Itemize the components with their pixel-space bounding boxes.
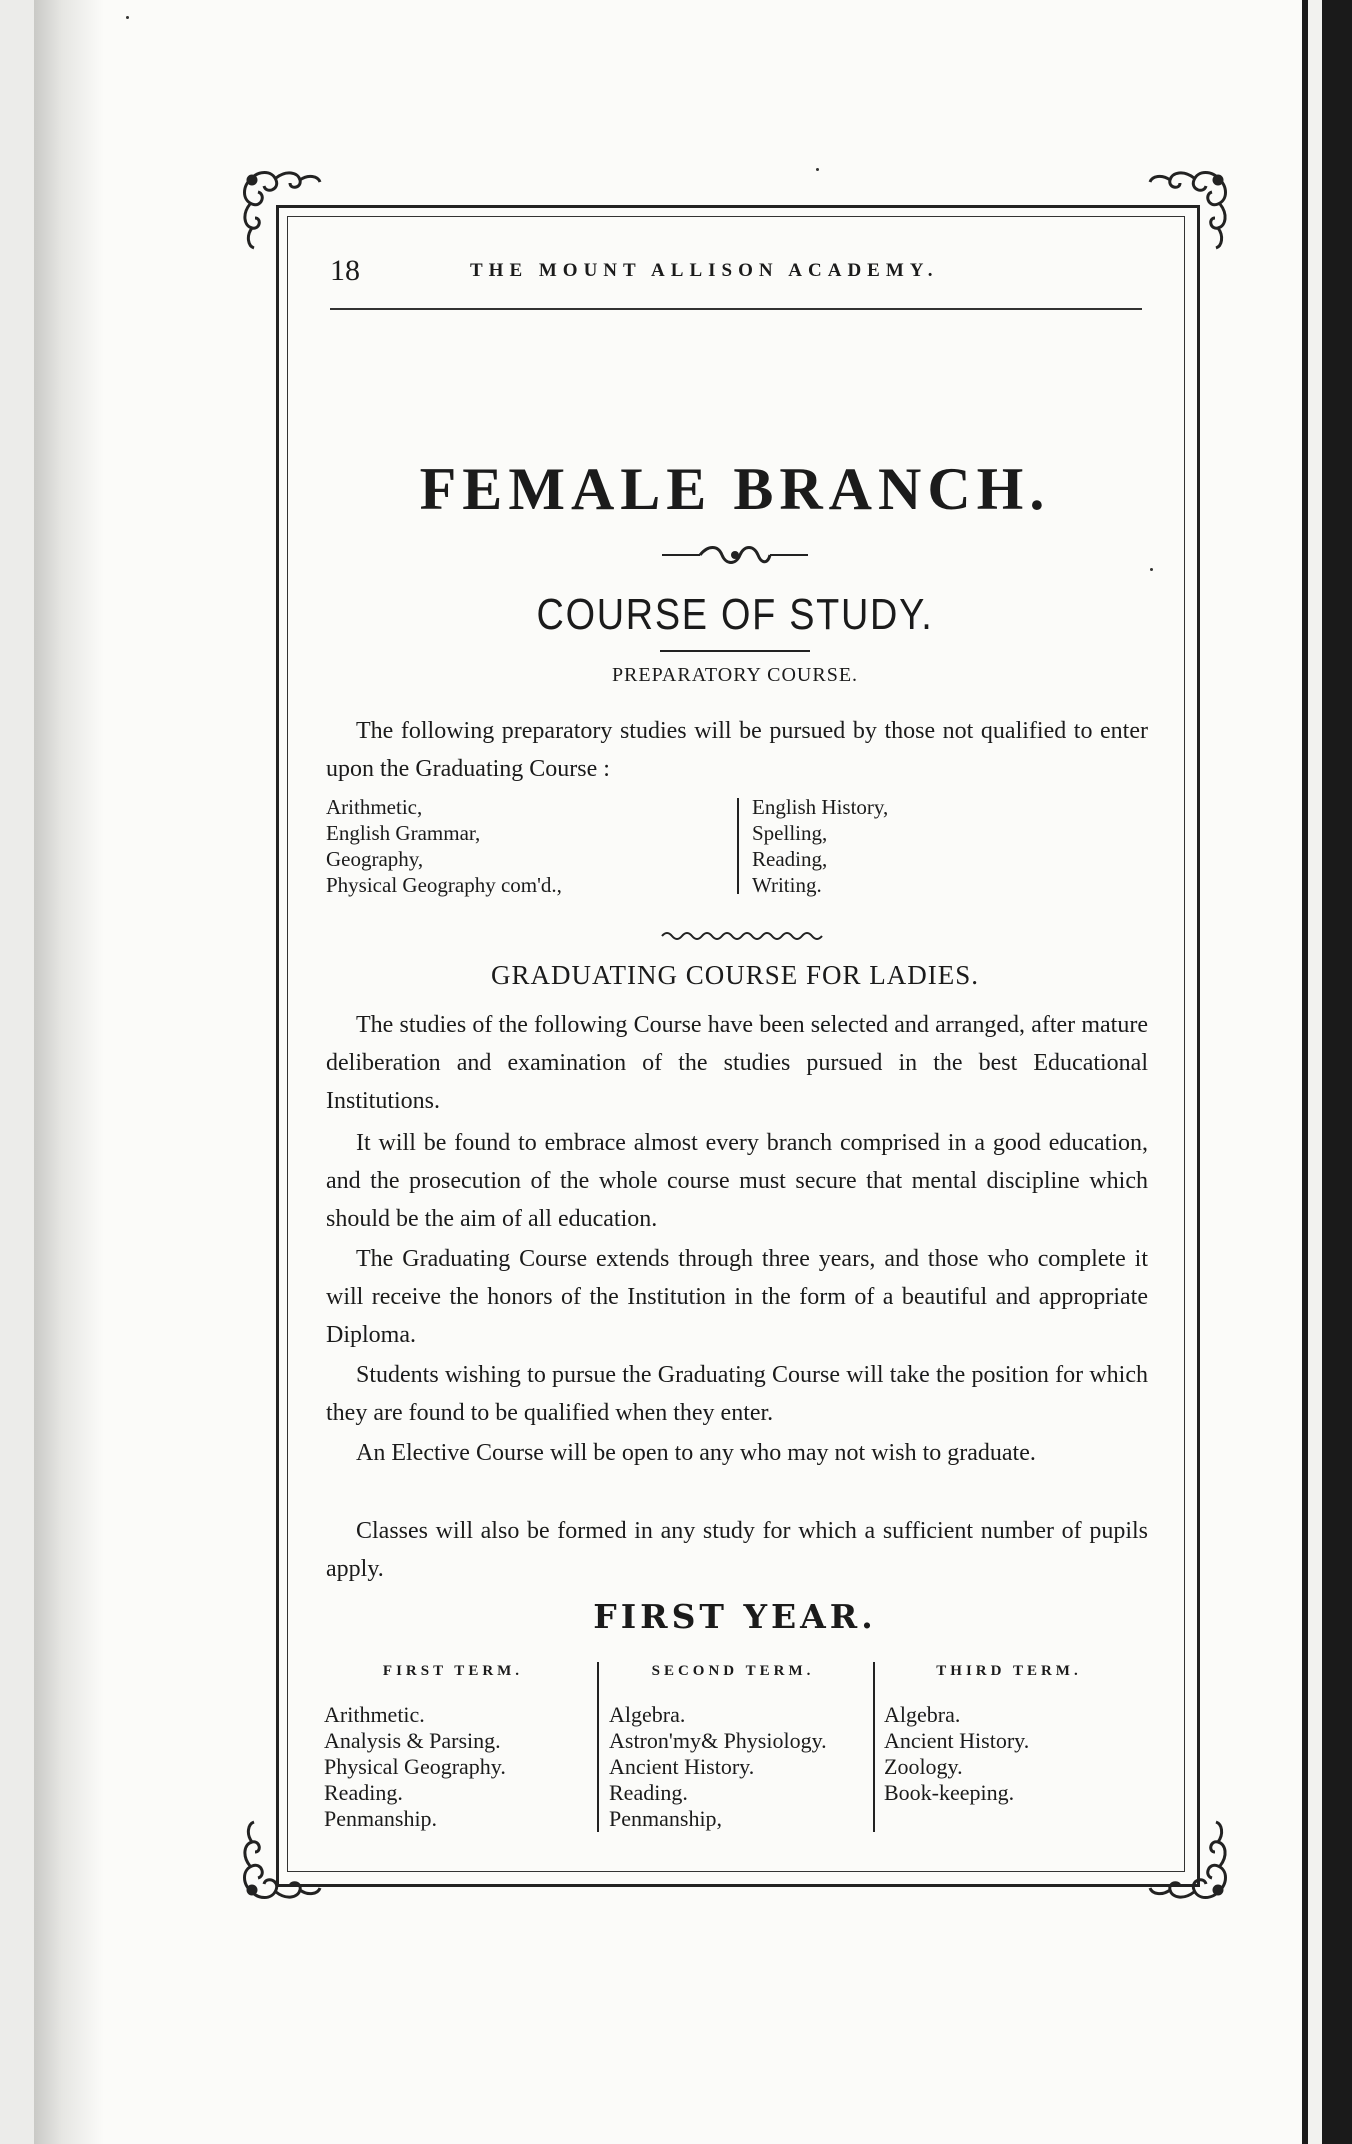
term-heading: SECOND TERM. bbox=[651, 1663, 815, 1679]
speck bbox=[126, 16, 129, 19]
preparatory-list-right bbox=[752, 794, 888, 898]
list-item: Penmanship. bbox=[324, 1806, 438, 1831]
list-item: Arithmetic, bbox=[326, 795, 423, 819]
corner-ornament-icon bbox=[1118, 160, 1238, 280]
list-item: Reading, bbox=[752, 847, 828, 871]
corner-ornament-icon bbox=[1118, 1790, 1238, 1910]
paragraph: An Elective Course will be open to any who may not wish to graduate. bbox=[356, 1440, 1036, 1466]
wavy-rule-icon bbox=[660, 930, 830, 942]
list-item: Zoology. bbox=[884, 1754, 963, 1779]
running-title: THE MOUNT ALLISON ACADEMY. bbox=[470, 260, 939, 281]
list-item: Algebra. bbox=[884, 1702, 961, 1727]
list-item: Astron'my& Physiology. bbox=[609, 1728, 827, 1753]
main-title: FEMALE BRANCH. bbox=[419, 456, 1051, 522]
list-item: Geography, bbox=[326, 847, 424, 871]
list-item: Physical Geography com'd., bbox=[326, 873, 562, 897]
list-item: English Grammar, bbox=[326, 821, 481, 845]
list-item: Penmanship, bbox=[609, 1806, 723, 1831]
page-number: 18 bbox=[330, 254, 360, 287]
short-rule bbox=[660, 650, 810, 652]
list-item: Analysis & Parsing. bbox=[324, 1728, 501, 1753]
gutter-shadow bbox=[34, 0, 104, 2144]
list-item: English History, bbox=[752, 795, 889, 819]
term-list-second bbox=[609, 1702, 827, 1832]
course-title: COURSE OF STUDY. bbox=[536, 590, 934, 639]
paragraph: Students wishing to pursue the Graduating Course will take the position for which they are found to be qualified when they enter. bbox=[326, 1362, 1148, 1426]
first-year-title: FIRST YEAR. bbox=[593, 1597, 877, 1636]
preparatory-intro: The following preparatory studies will be pursued by those not qualified to enter upon the Graduating Course : bbox=[326, 718, 1148, 782]
list-item: Algebra. bbox=[609, 1702, 686, 1727]
list-item: Physical Geography. bbox=[324, 1754, 506, 1779]
paragraph: It will be found to embrace almost every branch comprised in a good education, and the prosecution of the whole course must secure that mental discipline which should be the aim of all education. bbox=[326, 1130, 1148, 1232]
term-list-first bbox=[324, 1702, 506, 1832]
header-rule bbox=[330, 308, 1142, 310]
column-divider bbox=[597, 1662, 599, 1832]
list-item: Writing. bbox=[752, 873, 822, 897]
paragraph: Classes will also be formed in any study for which a sufficient number of pupils apply. bbox=[326, 1518, 1148, 1582]
list-item: Arithmetic. bbox=[324, 1702, 425, 1727]
preparatory-list-left bbox=[326, 794, 562, 898]
speck bbox=[816, 168, 819, 171]
term-list-third bbox=[884, 1702, 1029, 1806]
column-divider bbox=[737, 798, 739, 894]
term-heading: FIRST TERM. bbox=[382, 1663, 524, 1679]
flourish-icon bbox=[660, 544, 810, 566]
list-item: Book-keeping. bbox=[884, 1780, 1015, 1805]
list-item: Reading. bbox=[324, 1780, 403, 1805]
preparatory-title: PREPARATORY COURSE. bbox=[611, 664, 859, 686]
list-item: Reading. bbox=[609, 1780, 688, 1805]
graduating-title: GRADUATING COURSE FOR LADIES. bbox=[490, 960, 980, 990]
paragraph: The Graduating Course extends through three years, and those who complete it will receive the honors of the Institution in the form of a beautiful and appropriate Diploma. bbox=[326, 1246, 1148, 1348]
column-divider bbox=[873, 1662, 875, 1832]
list-item: Spelling, bbox=[752, 821, 828, 845]
list-item: Ancient History. bbox=[884, 1728, 1030, 1753]
paragraph: The studies of the following Course have been selected and arranged, after mature deliberation and examination of the studies pursued in the best Educational Institutions. bbox=[326, 1012, 1148, 1114]
term-heading: THIRD TERM. bbox=[936, 1663, 1082, 1679]
list-item: Ancient History. bbox=[609, 1754, 755, 1779]
page-edge bbox=[1302, 0, 1352, 2144]
